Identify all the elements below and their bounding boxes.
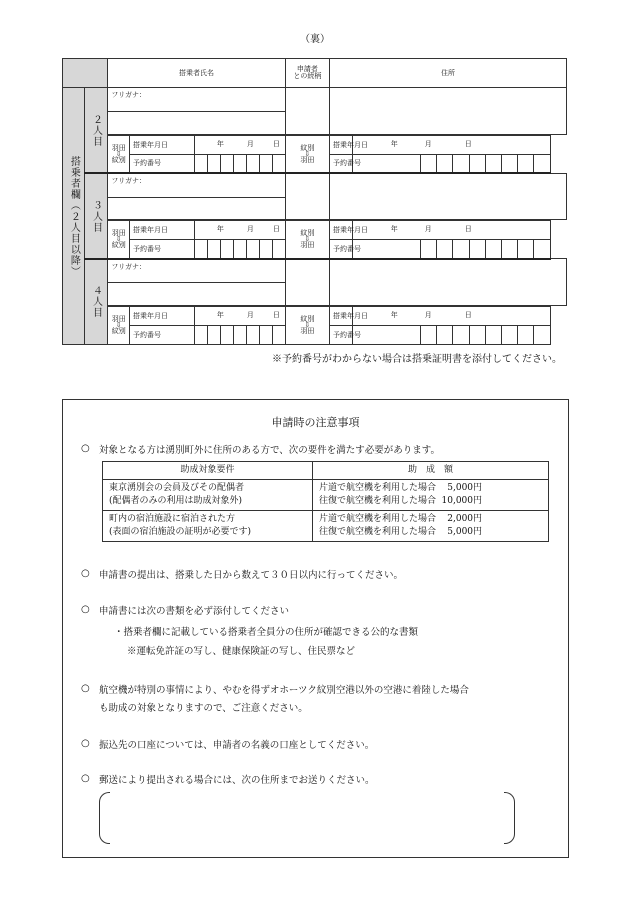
- reservation-label-4-back: 予約番号: [330, 325, 353, 344]
- res-box[interactable]: [272, 325, 285, 344]
- res-box[interactable]: [534, 154, 550, 173]
- res-box[interactable]: [420, 154, 436, 173]
- res-box[interactable]: [518, 325, 534, 344]
- res-box[interactable]: [534, 325, 550, 344]
- passenger-table: [62, 58, 567, 345]
- res-box[interactable]: [246, 325, 259, 344]
- res-box[interactable]: [501, 325, 517, 344]
- amt-label: 片道で航空機を利用した場合: [319, 514, 437, 524]
- notice-item-6: 郵送により提出される場合には、次の住所までお送りください。: [99, 775, 375, 786]
- furigana-label: フリガナ：: [111, 177, 147, 186]
- res-box[interactable]: [194, 154, 207, 173]
- header-relation: [285, 59, 329, 88]
- res-box[interactable]: [485, 240, 501, 259]
- req-line: (配偶者のみの利用は助成対象外): [109, 496, 243, 506]
- res-box[interactable]: [437, 240, 453, 259]
- subsidy-table: [102, 461, 549, 542]
- route-out-2: 羽田 ⇩ 紋別: [108, 135, 130, 173]
- res-box[interactable]: [469, 325, 485, 344]
- res-box[interactable]: [352, 240, 420, 259]
- notice-box: [62, 399, 569, 858]
- furigana-label: フリガナ：: [111, 91, 147, 100]
- furigana-label: フリガナ：: [111, 262, 147, 271]
- row-label-3-text: ３人目: [90, 199, 102, 233]
- res-box[interactable]: [453, 240, 469, 259]
- header-address: 住所: [330, 59, 567, 88]
- amt-label: 往復で航空機を利用した場合: [319, 527, 437, 537]
- bullet-icon: ○: [81, 773, 90, 784]
- res-box[interactable]: [259, 154, 272, 173]
- res-box[interactable]: [233, 325, 246, 344]
- date-label-4-out: 搭乗年月日: [130, 306, 195, 325]
- date-field-4-out[interactable]: 年 月 日: [194, 306, 285, 325]
- date-label-4-back: 搭乗年月日: [330, 306, 353, 325]
- reservation-label-2-back: 予約番号: [330, 154, 353, 173]
- res-box[interactable]: [220, 240, 233, 259]
- reservation-label-4-out: 予約番号: [130, 325, 195, 344]
- date-field-2-back[interactable]: 年 月 日: [352, 135, 550, 154]
- date-label-2-out: 搭乗年月日: [130, 135, 195, 154]
- row-label-2-text: ２人目: [90, 113, 102, 147]
- res-box[interactable]: [453, 325, 469, 344]
- bullet-icon: ○: [81, 568, 90, 579]
- res-box[interactable]: [246, 154, 259, 173]
- row-label-4-text: ４人目: [90, 285, 102, 319]
- date-field-4-back[interactable]: 年 月 日: [352, 306, 550, 325]
- req-line: 町内の宿泊施設に宿泊された方: [109, 514, 236, 524]
- bullet-icon: ○: [81, 738, 90, 749]
- res-box[interactable]: [194, 240, 207, 259]
- route-back-3: 紋別 ⇩ 羽田: [285, 221, 329, 259]
- reservation-label-3-out: 予約番号: [130, 240, 195, 259]
- date-field-3-back[interactable]: 年 月 日: [352, 221, 550, 240]
- address-field-2[interactable]: [330, 88, 567, 134]
- mailing-address-box: [99, 792, 515, 842]
- res-box[interactable]: [453, 154, 469, 173]
- subsidy-header-amount: 助 成 額: [313, 462, 549, 480]
- bullet-icon: ○: [81, 604, 90, 615]
- page-side-label: （裏）: [300, 34, 330, 45]
- res-box[interactable]: [437, 154, 453, 173]
- reservation-note: ※予約番号がわからない場合は搭乗証明書を添付してください。: [272, 354, 562, 365]
- res-box[interactable]: [420, 325, 436, 344]
- name-field-3[interactable]: [108, 173, 285, 219]
- amt-label: 往復で航空機を利用した場合: [319, 496, 437, 506]
- res-box[interactable]: [207, 154, 220, 173]
- res-box[interactable]: [501, 240, 517, 259]
- res-box[interactable]: [233, 154, 246, 173]
- row-label-2: [84, 88, 108, 174]
- date-field-2-out[interactable]: 年 月 日: [194, 135, 285, 154]
- amt-value: 10,000円: [441, 496, 483, 506]
- res-box[interactable]: [518, 240, 534, 259]
- res-box[interactable]: [220, 154, 233, 173]
- reservation-label-3-back: 予約番号: [330, 240, 353, 259]
- side-label-text: 搭乗者欄（２人目以降）: [68, 155, 80, 277]
- header-name: 搭乗者氏名: [108, 59, 285, 88]
- right-bracket: [504, 792, 515, 844]
- date-label-3-out: 搭乗年月日: [130, 221, 195, 240]
- route-out-4: 羽田 ⇩ 紋別: [108, 306, 130, 344]
- amt-value: 2,000円: [447, 514, 483, 524]
- res-box[interactable]: [352, 325, 420, 344]
- left-bracket: [99, 792, 110, 844]
- res-box[interactable]: [207, 325, 220, 344]
- bullet-icon: ○: [81, 443, 90, 454]
- name-field-2[interactable]: [108, 88, 285, 134]
- name-field-4[interactable]: [108, 259, 285, 305]
- route-out-3: 羽田 ⇩ 紋別: [108, 221, 130, 259]
- notice-item-4: 航空機が特別の事情により、やむを得ずオホーツク紋別空港以外の空港に着陸した場合: [99, 685, 469, 696]
- req-line: (表面の宿泊施設の証明が必要です): [109, 527, 252, 537]
- amt-value: 5,000円: [447, 483, 483, 493]
- subsidy-amount-2: [313, 511, 549, 542]
- amt-label: 片道で航空機を利用した場合: [319, 483, 437, 493]
- res-box[interactable]: [420, 240, 436, 259]
- res-box[interactable]: [469, 154, 485, 173]
- header-relation-text: 申請者 との続柄: [293, 65, 322, 81]
- res-box[interactable]: [207, 240, 220, 259]
- res-box[interactable]: [437, 325, 453, 344]
- row-label-4: [84, 259, 108, 345]
- res-box[interactable]: [259, 325, 272, 344]
- header-blank: [63, 59, 108, 88]
- date-label-2-back: 搭乗年月日: [330, 135, 353, 154]
- relation-field-3[interactable]: [285, 173, 329, 219]
- res-box[interactable]: [220, 325, 233, 344]
- subsidy-header-requirement: 助成対象要件: [103, 462, 313, 480]
- route-back-4: 紋別 ⇩ 羽田: [285, 306, 329, 344]
- passenger-side-label: [63, 88, 85, 345]
- res-box[interactable]: [518, 154, 534, 173]
- amt-value: 5,000円: [447, 527, 483, 537]
- notice-item-3-sub2: ※運転免許証の写し、健康保険証の写し、住民票など: [127, 646, 356, 657]
- res-box[interactable]: [501, 154, 517, 173]
- res-box[interactable]: [194, 325, 207, 344]
- res-box[interactable]: [233, 240, 246, 259]
- notice-title: 申請時の注意事項: [271, 416, 360, 429]
- res-box[interactable]: [485, 154, 501, 173]
- relation-field-4[interactable]: [285, 259, 329, 305]
- res-box[interactable]: [272, 240, 285, 259]
- notice-item-2: 申請書の提出は、搭乗した日から数えて３０日以内に行ってください。: [99, 570, 404, 581]
- notice-item-1: 対象となる方は湧別町外に住所のある方で、次の要件を満たす必要があります。: [99, 445, 441, 456]
- address-field-4[interactable]: [330, 259, 567, 305]
- res-box[interactable]: [246, 240, 259, 259]
- bullet-icon: ○: [81, 683, 90, 694]
- route-back-2: 紋別 ⇩ 羽田: [285, 135, 329, 173]
- reservation-label-2-out: 予約番号: [130, 154, 195, 173]
- relation-field-2[interactable]: [285, 88, 329, 134]
- date-label-3-back: 搭乗年月日: [330, 221, 353, 240]
- notice-item-3: 申請書には次の書類を必ず添付してください: [99, 606, 290, 617]
- notice-item-5: 振込先の口座については、申請者の名義の口座としてください。: [99, 740, 375, 751]
- subsidy-amount-1: [313, 480, 549, 511]
- res-box[interactable]: [259, 240, 272, 259]
- notice-item-3-sub1: ・搭乗者欄に記載している搭乗者全員分の住所が確認できる公的な書類: [114, 627, 419, 638]
- date-field-3-out[interactable]: 年 月 日: [194, 221, 285, 240]
- res-box[interactable]: [534, 240, 550, 259]
- address-field-3[interactable]: [330, 173, 567, 219]
- row-label-3: [84, 173, 108, 259]
- notice-item-4-cont: も助成の対象となりますので、ご注意ください。: [99, 703, 308, 714]
- subsidy-requirement-1: [103, 480, 313, 511]
- res-box[interactable]: [272, 154, 285, 173]
- res-box[interactable]: [485, 325, 501, 344]
- res-box[interactable]: [469, 240, 485, 259]
- req-line: 東京湧別会の会員及びその配偶者: [109, 483, 245, 493]
- res-box[interactable]: [352, 154, 420, 173]
- subsidy-requirement-2: [103, 511, 313, 542]
